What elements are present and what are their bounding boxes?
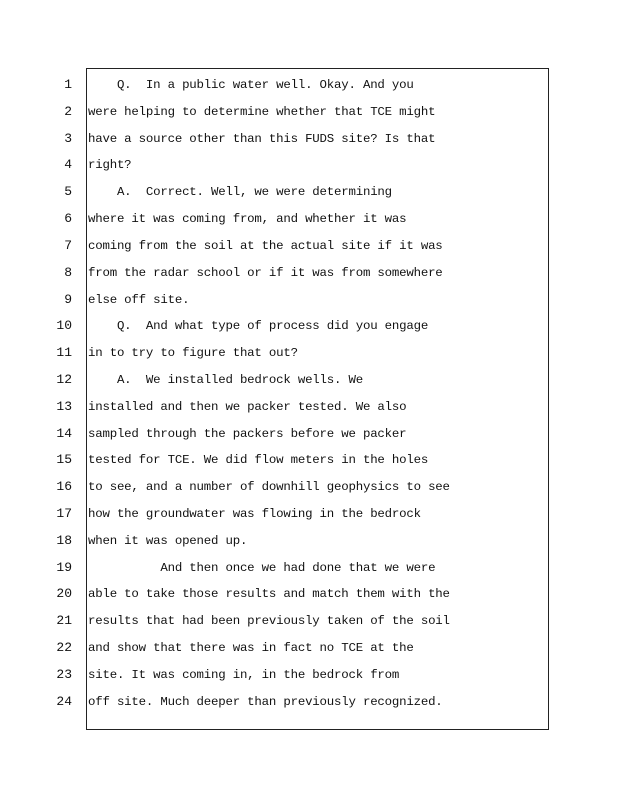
line-text: how the groundwater was flowing in the bedrock — [88, 507, 421, 521]
line-number: 17 — [56, 506, 72, 521]
line-number: 13 — [56, 399, 72, 414]
line-text: A. We installed bedrock wells. We — [88, 373, 363, 387]
line-number: 15 — [56, 452, 72, 467]
line-number: 14 — [56, 426, 72, 441]
line-text: coming from the soil at the actual site if it was — [88, 239, 443, 253]
line-number: 24 — [56, 694, 72, 709]
line-number: 12 — [56, 372, 72, 387]
line-number: 5 — [64, 184, 72, 199]
line-text: Q. In a public water well. Okay. And you — [88, 78, 414, 92]
line-text: tested for TCE. We did flow meters in the holes — [88, 453, 429, 467]
line-text: results that had been previously taken of the soil — [88, 614, 450, 628]
line-number: 2 — [64, 104, 72, 119]
line-number: 9 — [64, 292, 72, 307]
line-number: 10 — [56, 318, 72, 333]
line-number: 16 — [56, 479, 72, 494]
line-number: 1 — [64, 77, 72, 92]
line-number: 19 — [56, 560, 72, 575]
line-text: able to take those results and match them with the — [88, 587, 450, 601]
line-text: from the radar school or if it was from somewhere — [88, 266, 443, 280]
line-text: A. Correct. Well, we were determining — [88, 185, 392, 199]
line-number: 11 — [56, 345, 72, 360]
line-text: were helping to determine whether that TCE might — [88, 105, 436, 119]
line-number: 21 — [56, 613, 72, 628]
line-text: and show that there was in fact no TCE at the — [88, 641, 414, 655]
line-text: in to try to figure that out? — [88, 346, 298, 360]
line-text: Q. And what type of process did you engage — [88, 319, 429, 333]
line-text: sampled through the packers before we packer — [88, 427, 407, 441]
line-text: to see, and a number of downhill geophysics to see — [88, 480, 450, 494]
line-number: 3 — [64, 131, 72, 146]
line-number: 4 — [64, 157, 72, 172]
line-text: installed and then we packer tested. We also — [88, 400, 407, 414]
line-text: where it was coming from, and whether it was — [88, 212, 407, 226]
line-number: 8 — [64, 265, 72, 280]
line-text: And then once we had done that we were — [88, 561, 436, 575]
line-text: site. It was coming in, in the bedrock from — [88, 668, 400, 682]
line-number: 7 — [64, 238, 72, 253]
line-number: 6 — [64, 211, 72, 226]
line-number: 23 — [56, 667, 72, 682]
line-text: when it was opened up. — [88, 534, 248, 548]
line-text: off site. Much deeper than previously recognized. — [88, 695, 443, 709]
line-text: else off site. — [88, 293, 190, 307]
line-number: 20 — [56, 586, 72, 601]
line-text: have a source other than this FUDS site? Is that — [88, 132, 436, 146]
line-number: 22 — [56, 640, 72, 655]
line-text: right? — [88, 158, 132, 172]
line-number: 18 — [56, 533, 72, 548]
